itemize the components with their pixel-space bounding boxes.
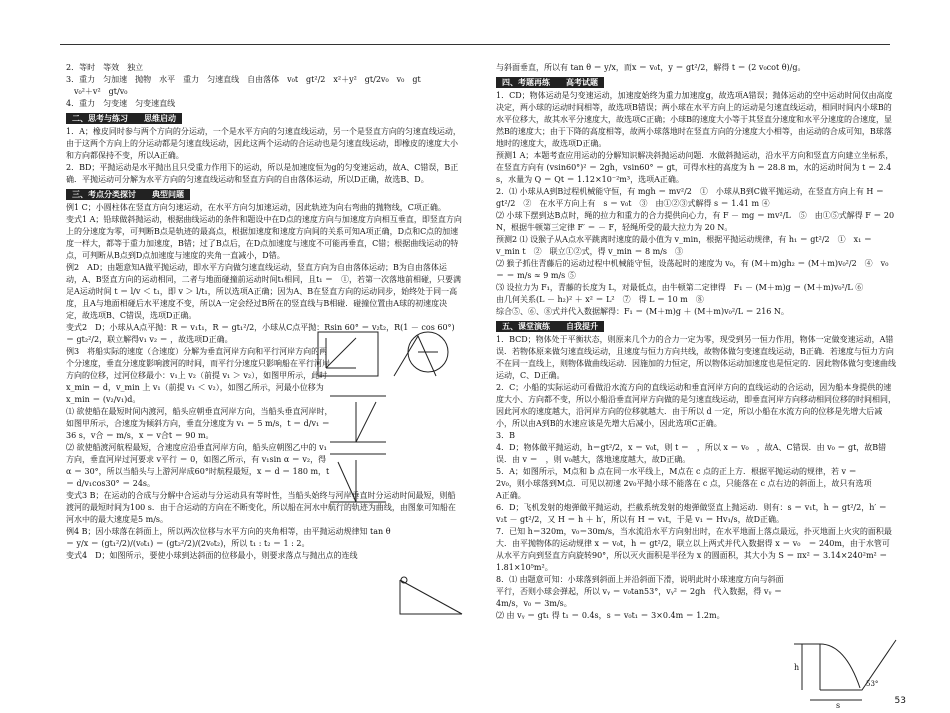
left-line-2: 3．重力 匀加速 抛物 水平 重力 匀速直线 自由落体 v₀t gt²/2 x²＋y² gt/2v₀ v₀ gt bbox=[66, 75, 421, 84]
forecast-2-part-4: 由几何关系(L － h₂)² ＋ x² ＝ L² ⑦ 得 L ＝ 10 m ⑧ bbox=[496, 295, 704, 304]
example-4: 例4 B；因小球落在斜面上，所以两次位移与水平方向的夹角相等，由平抛运动规律知 tan θ ＝ y/x ＝ (gt₁²/2)/(v₀t₁) ＝ (gt₂²/2)/(2v₀t₂)，所以 t₁ : t₂ ＝ 1 : 2。 bbox=[66, 527, 391, 548]
variant-2: 变式2 D；小球从A点平抛：R ＝ v₁t₁，R ＝ gt₁²/2，小球从C点平抛：Rsin 60° ＝ v₂t₂，R(1 － cos 60°) ＝ gt₂²/2，联立解得v₁ v₂ ＝ ，故选项D正确。 bbox=[66, 323, 455, 344]
exam-2-part-2: ⑵ 小球下摆到达B点时，绳的拉力和重力的合力提供向心力，有 F － mg ＝ mv²/L ⑤ 由①⑤式解得 F ＝ 20 N，根据牛顿第三定律 F′ ＝ － F，轻绳所受的最大拉力为 20 N。 bbox=[496, 211, 895, 232]
practice-7: 7．已知 h＝320m，v₀＝30m/s，当水流沿水平方向射出时，在水平地面上落点最远，扑灭地面上火灾的面积最大．由平抛物体的运动规律 x ＝ v₀t，h ＝ gt²/2，联立以上两式并代入数据得 x ＝ v₀ ＝ 240m，由于水管可从水平方向到竖直方向旋转90°，所以灭火面积是半径为 x 的圆面积，其大小为 S ＝ πx² ＝ 3.14×240²m² ＝ 1.81×10⁵m²。 bbox=[496, 527, 892, 572]
forecast-1: 预测1 A；本题考查应用运动的分解知识解决斜抛运动问题．水做斜抛运动，沿水平方向和竖直方向建立坐标系，在竖直方向有 (vsin60°)² ＝ 2gh，vsin60° ＝ gt，可得水柱的高度为 h ＝ 28.8 m，水的运动时间为 t ＝ 2.4 s，水量为 Q ＝ Qt ＝ 1.12×10⁻²m³，选项A正确。 bbox=[496, 151, 894, 184]
practice-8-part-1: 8．⑴ 由题意可知：小球落到斜面上并沿斜面下滑，说明此时小球速度方向与斜面平行，否则小球会弹起，所以 vᵧ ＝ v₀tan53°，vᵧ² ＝ 2gh 代入数据，得 vᵧ ＝ 4m/s，v₀ ＝ 3m/s。 bbox=[496, 575, 784, 608]
practice-5: 5．A；如图所示，M点和 b 点在同一水平线上，M点在 c 点的正上方．根据平抛运动的规律，若 v ＝ 2v₀，则小球落到M点．可见以初速 2v₀平抛小球不能落在 c 点，只能落在 c 点右边的斜面上，故只有选项A正确。 bbox=[496, 467, 872, 500]
forecast-2-part-5: 综合⑤、⑥、⑧式并代入数据解得：F₁ ＝ (M＋m)g ＋ (M＋m)v₀²/L ＝ 216 N。 bbox=[496, 307, 789, 316]
right-line-1: 与斜面垂直，所以有 tan θ ＝ y/x，而x ＝ v₀t，y ＝ gt²/2，解得 t ＝ (2 v₀cot θ)/g。 bbox=[496, 63, 806, 72]
example-1: 例1 C；小圆柱体在竖直方向匀速运动，在水平方向匀加速运动，因此轨迹为向右弯曲的抛物线，C项正确。 bbox=[66, 203, 446, 212]
slope-figure bbox=[790, 630, 900, 710]
example-3: 例3 将船实际的速度（合速度）分解为垂直河岸方向和平行河岸方向的两个分速度，垂直分速度影响渡河的时间，而平行分速度只影响船在平行河岸方向的位移，过河位移最小：v₁上 v₂（前提 v₁ ＞ v₂），如图甲所示，此时 x_min ＝ d，v_min 上 v₁（前提 v₁ ＜ v₂），如图乙所示，河最小位移为 x_min ＝ (v₂/v₁)d。 bbox=[66, 347, 330, 404]
page-number: 53 bbox=[894, 696, 906, 706]
river-figure-b bbox=[394, 336, 436, 376]
practice-6: 6．D；飞机发射的炮弹做平抛运动，拦截系统发射的炮弹做竖直上抛运动．则有：s ＝ v₁t，h ＝ gt²/2，h′ ＝ v₂t － gt²/2，又 H ＝ h ＋ h′，所以有 H ＝ v₁t，于是 v₁ ＝ Hv₁/s，故D正确。 bbox=[496, 503, 887, 524]
section-5-title: 五、课堂演练 自我提升 bbox=[496, 321, 604, 332]
practice-2: 2．C；小船的实际运动可看做沿水流方向的直线运动和垂直河岸方向的直线运动的合运动，因为船本身提供的速度大小、方向都不变，所以小船沿垂直河岸方向做的是匀速直线运动，即垂直河岸方向移动相同位移的时间相同，因此河水的速度越大，沿河岸方向的位移就越大．由于所以 d 一定，所以小船在水流方向的位移是先增大后减小，所以由A到B的水速应该是先增大后减小，因此选项C正确。 bbox=[496, 383, 896, 428]
river-figure-top bbox=[316, 328, 466, 386]
right-column bbox=[496, 62, 896, 622]
section-3-title: 三、考点分类探讨 典型问题 bbox=[66, 189, 190, 200]
label-h: h bbox=[794, 663, 800, 672]
variant-1: 变式1 A；铅球做斜抛运动，根据曲线运动的条件和题设中在D点的速度方向与加速度方向相互垂直，即竖直方向上的分速度为零，可判断B点是轨迹的最高点，根据加速度和速度方向间的关系可知A项正确，D点和C点的加速度一样大，都等于重力加速度，B错；过了B点后，在D点加速度与速度不可能再垂直，C错；根据曲线运动的特点，可判断从B点到D点加速度与速度的夹角一直减小，D错。 bbox=[66, 215, 462, 260]
exam-2-part-1: 2．⑴ 小球从A到B过程机械能守恒，有 mgh ＝ mv²/2 ① 小球从B到C做平抛运动，在竖直方向上有 H ＝ gt²/2 ② 在水平方向上有 s ＝ v₀t ③ 由①②③式解得 s ＝ 1.41 m ④ bbox=[496, 187, 884, 208]
variant-4: 变式4 D；如图所示，要使小球到达斜面的位移最小，则要求落点与抛出点的连线 bbox=[66, 551, 358, 560]
practice-1: 1．BCD；物体处于平衡状态，则原来几个力的合力一定为零，现受到另一恒力作用，物体一定做变速运动，A错误．若物体原来做匀速直线运动，且速度与恒力方向共线，故物体做匀变速直线运动，B正确．若速度与恒力方向不在同一直线上，则物体做曲线运动．因施加的力恒定，所以物体运动加速度也是恒定的．因此物体做匀变速曲线运动，C、D正确。 bbox=[496, 335, 896, 380]
example-3-part-1: ⑴ 欲使船在最短时间内渡河，船头应朝垂直河岸方向，当船头垂直河岸时，如图甲所示，合速度为倾斜方向，垂直分速度为 v₁ ＝ 5 m/s，t ＝ d/v₁ ＝ 36 s，v合 ＝ m/s，x ＝ v合t ＝ 90 m。 bbox=[66, 407, 333, 440]
practice-4: 4．D；物体做平抛运动，h＝gt²/2，x ＝ v₀t，则 t ＝ ，所以 x ＝ v₀ ，故A、C错误．由 v₀ ＝ gt，故B错误．由 v ＝ ，则 v₀越大，落地速度越大，故D正确。 bbox=[496, 443, 887, 464]
section-2-item-2: 2．BD；平抛运动是水平抛出且只受重力作用下的运动，所以是加速度恒为g的匀变速运动，故A、C错误，B正确．平抛运动可分解为水平方向的匀速直线运动和竖直方向的自由落体运动，所以D正确，故选B、D。 bbox=[66, 163, 459, 184]
section-2-item-1: 1．A；橡皮同时参与两个方向的分运动，一个是水平方向的匀速直线运动，另一个是竖直方向的匀速直线运动，由于这两个方向上的分运动都是匀速直线运动，因此这两个运动的合运动也是匀速直线运动，即橡皮的速度大小和方向都保持不变，所以A正确。 bbox=[66, 127, 461, 160]
river-figure-a bbox=[318, 332, 378, 376]
practice-8-part-2: ⑵ 由 vᵧ ＝ gt₁ 得 t₁ ＝ 0.4s，s ＝ v₀t₁ ＝ 3×0.4m ＝ 1.2m。 bbox=[496, 611, 725, 620]
top-rule bbox=[60, 44, 890, 45]
section-2-title: 二、思考与练习 思维启动 bbox=[66, 113, 182, 124]
practice-3: 3．B bbox=[496, 431, 515, 440]
section-4-title: 四、考题再练 高考试题 bbox=[496, 77, 604, 88]
label-angle: 53° bbox=[866, 680, 879, 688]
example-2: 例2 AD；由题意知A做平抛运动，即水平方向做匀速直线运动，竖直方向为自由落体运动；B为自由落体运动，A、B竖直方向的运动相同，二者与地面碰撞前运动时间t₁相同，且t₁ ＝ ①，若第一次落地前相碰，只要满足A运动时间 t ＝ l/v ＜ t₁，即 v ＞ l/t₁，所以选项A正确；因为A、B在竖直方向的运动同步，始终处于同一高度，且A与地面相碰后水平速度不变，所以A一定会经过B所在的竖直线与B相碰．碰撞位置由A球的初速度决定，故选项B、C错误，选项D正确。 bbox=[66, 263, 462, 320]
river-figure-bottom bbox=[326, 392, 456, 508]
label-s: s bbox=[836, 701, 841, 710]
forecast-2-part-3: ⑶ 设拉力为 F₁，青藤的长度为 L，对最低点，由牛顿第二定律得 F₁ － (M＋m)g ＝ (M＋m)v₀²/L ⑥ bbox=[496, 283, 864, 292]
forecast-2-part-1: 预测2 ⑴ 设猴子从A点水平跳离时速度的最小值为 v_min，根据平抛运动规律，有 h₁ ＝ gt²/2 ① x₁ ＝ v_min t ② 联立①②式，得 v_min ＝ 8 m/s ③ bbox=[496, 235, 872, 256]
forecast-2-part-2: ⑵ 猴子抓住青藤后的运动过程中机械能守恒，设荡起时的速度为 v₀，有 (M＋m)gh₂ ＝ (M＋m)v₀²/2 ④ v₀ ＝ ＝ m/s ≈ 9 m/s ⑤ bbox=[496, 259, 889, 280]
left-line-4: 4．重力 匀变速 匀变速直线 bbox=[66, 99, 176, 108]
exam-1: 1．CD；物体运动是匀变速运动，加速度始终为重力加速度g，故选项A错误；抛体运动的空中运动时间仅由高度决定，两小球的运动时间相等，故选项B错误；两小球在水平方向上的运动是匀速直线运动，相同时间内小球B的水平位移大，故其水平分速度大，故选项C正确；小球B的速度大小等于其竖直分速度和水平分速度的合速度，显然B的速度大；由于下降的高度相等，故两小球落地时在竖直方向的分速度大小相等，由运动的合成可知，B球落地时的速度大，故选项D正确。 bbox=[496, 91, 893, 148]
example-3-part-2: ⑵ 欲使船渡河航程最短，合速度应沿垂直河岸方向，船头应朝图乙中的 v₁ 方向，垂直河岸过河要求 v平行 ＝ 0，如图乙所示，有 v₁sin α ＝ v₂，得 α ＝ 30°，所以当船头与上游河岸成60°时航程最短，x ＝ d ＝ 180 m，t ＝ d/v₁cos30° ＝ 24s。 bbox=[66, 443, 330, 488]
left-line-3: v₀²＋v² gt/v₀ bbox=[66, 87, 128, 96]
incline-figure bbox=[396, 574, 466, 618]
left-line-1: 2．等时 等效 独立 bbox=[66, 63, 144, 72]
variant-3: 变式3 B；在运动的合成与分解中合运动与分运动具有等时性，当船头始终与河岸垂直时分运动时间最短，则船渡河的最短时间为100 s．由于合运动的方向在不断变化，所以船在河水中航行的轨迹为曲线，由图象可知船在河水中的最大速度是5 m/s。 bbox=[66, 491, 456, 524]
